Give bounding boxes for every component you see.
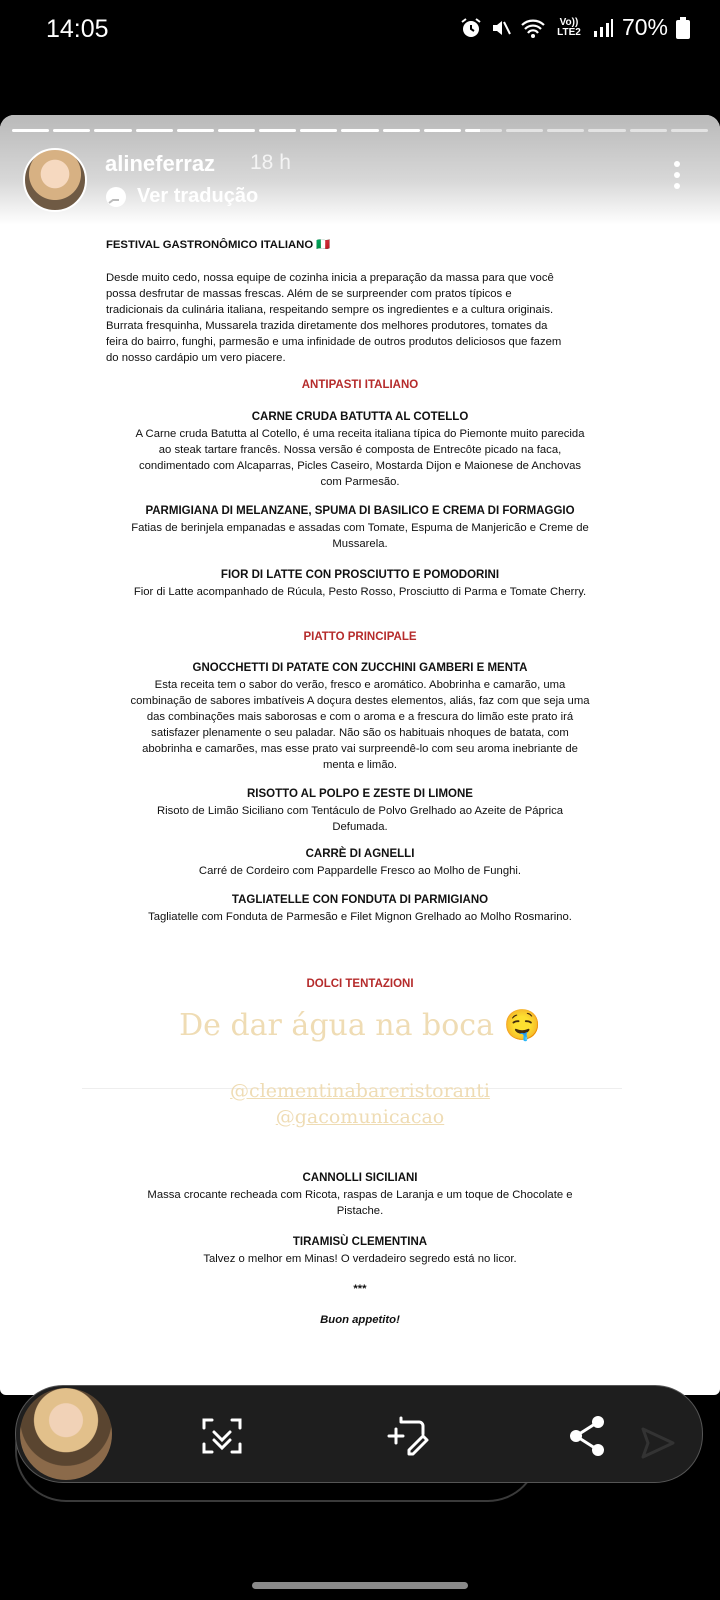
dish-desc-line: menta e limão.: [322, 759, 398, 771]
progress-segment: [12, 129, 49, 132]
dish-item: [100, 846, 620, 879]
progress-segment: [94, 129, 131, 132]
status-time: 14:05: [46, 15, 109, 43]
dish-desc-line: ao steak tartare francês. Nossa versão é composta de Entrecôte picado na faca,: [158, 444, 562, 456]
share-icon[interactable]: [564, 1412, 612, 1460]
closing-text: Buon appetito!: [320, 1314, 400, 1326]
progress-segment: [136, 129, 173, 132]
dish-item: [100, 892, 620, 925]
intro-line: Desde muito cedo, nossa equipe de cozinha inicia a preparação da massa para que você: [106, 272, 554, 284]
dish-desc-line: combinação de sabores imbatíveis A doçura destes elementos, aliás, faz com que seja uma: [130, 695, 590, 707]
edit-add-icon[interactable]: [383, 1412, 431, 1460]
dish-desc-line: Fatias de berinjela empanadas e assadas com Tomate, Espuma de Manjericão e Creme de: [131, 522, 589, 534]
progress-segment: [218, 129, 255, 132]
section-antipasti: ANTIPASTI ITALIANO: [301, 379, 419, 391]
progress-segment: [53, 129, 90, 132]
dish-desc-line: abobrinha e camarões, mas esse prato vai surpreendê-lo com seu aroma inebriante de: [142, 743, 578, 755]
dish-item: [100, 1170, 620, 1219]
intro-line: tradicionais da culinária italiana, respeitando sempre os ingredientes e a cultura originais.: [106, 304, 554, 316]
story-card[interactable]: [0, 115, 720, 1395]
dish-item: [100, 786, 620, 835]
section-dolci: DOLCI TENTAZIONI: [306, 978, 414, 990]
story-progress-bar: [12, 129, 708, 132]
wifi-icon: [520, 17, 546, 39]
menu-title: FESTIVAL GASTRONÔMICO ITALIANO 🇮🇹: [106, 239, 331, 251]
progress-segment: [341, 129, 378, 132]
status-icons: [460, 14, 690, 41]
dish-item: [100, 567, 620, 600]
send-icon[interactable]: [640, 1425, 676, 1461]
progress-segment: [506, 129, 543, 132]
translate-button[interactable]: [105, 185, 258, 208]
progress-segment: [671, 129, 708, 132]
progress-segment: [547, 129, 584, 132]
dish-item: [100, 660, 620, 773]
dish-desc-line: Risoto de Limão Siciliano com Tentáculo de Polvo Grelhado ao Azeite de Páprica: [156, 805, 564, 817]
more-options-icon[interactable]: [674, 161, 682, 194]
progress-segment: [465, 129, 502, 132]
battery-percent: 70%: [621, 14, 668, 40]
section-piatto-principale: PIATTO PRINCIPALE: [303, 631, 417, 643]
battery-icon: [676, 17, 690, 39]
intro-line: feira do bairro, funghi, parmesão e uma infinidade de outros produtos deliciosos que fazem: [106, 336, 562, 348]
home-indicator[interactable]: [252, 1582, 468, 1589]
story-username[interactable]: alineferraz: [105, 151, 216, 176]
signal-icon: [592, 18, 614, 38]
dish-name: CARNE CRUDA BATUTTA AL COTELLO: [251, 411, 469, 423]
progress-segment: [177, 129, 214, 132]
dish-name: FIOR DI LATTE CON PROSCIUTTO E POMODORINI: [220, 569, 500, 581]
story-caption-sticker[interactable]: De dar água na boca 🤤: [179, 1008, 541, 1043]
progress-segment: [259, 129, 296, 132]
dish-desc-line: Defumada.: [332, 821, 388, 833]
dish-name: TAGLIATELLE CON FONDUTA DI PARMIGIANO: [231, 894, 489, 906]
intro-line: Burrata fresquinha, Mussarela trazida diretamente dos melhores produtores, tomates da: [106, 320, 548, 332]
dish-desc-line: Carré de Cordeiro com Pappardelle Fresco ao Molho de Funghi.: [198, 865, 522, 877]
mention-sticker[interactable]: @gacomunicacao: [275, 1106, 445, 1128]
dish-desc-line: condimentado com Alcaparras, Picles Caseiro, Mostarda Dijon e Maionese de Anchovas: [138, 460, 582, 472]
dish-desc-line: das combinações mais saborosas e com o aroma e a frescura do limão este prato irá: [146, 711, 574, 723]
progress-segment: [588, 129, 625, 132]
scan-icon[interactable]: [198, 1412, 246, 1460]
dish-desc-line: Mussarela.: [332, 538, 388, 550]
dish-desc-line: Tagliatelle com Fonduta de Parmesão e Filet Mignon Grelhado ao Molho Rosmarino.: [148, 911, 572, 923]
dish-name: CANNOLLI SICILIANI: [302, 1172, 418, 1184]
dish-name: GNOCCHETTI DI PATATE CON ZUCCHINI GAMBERI E MENTA: [192, 662, 528, 674]
progress-segment: [300, 129, 337, 132]
dish-desc-line: Talvez o melhor em Minas! O verdadeiro segredo está no licor.: [203, 1253, 517, 1265]
user-avatar[interactable]: [23, 148, 87, 212]
mention-sticker[interactable]: @clementinabareristoranti: [230, 1080, 490, 1102]
progress-segment: [424, 129, 461, 132]
dish-name: RISOTTO AL POLPO E ZESTE DI LIMONE: [247, 788, 473, 800]
dish-item: [100, 409, 620, 490]
intro-line: possa desfrutar de massas frescas. Além de se surpreender com pratos típicos e: [106, 288, 512, 300]
dish-name: PARMIGIANA DI MELANZANE, SPUMA DI BASILICO E CREMA DI FORMAGGIO: [145, 505, 575, 517]
intro-line: do nosso cardápio um vero piacere.: [106, 352, 286, 364]
alarm-icon: [460, 17, 482, 39]
status-bar: [0, 0, 720, 60]
mute-icon: [490, 17, 512, 39]
dish-desc-line: com Parmesão.: [320, 476, 400, 488]
dish-desc-line: Pistache.: [336, 1205, 384, 1217]
network-type: Vo)) LTE2: [557, 16, 581, 38]
dish-desc-line: Esta receita tem o sabor do verão, fresco e aromático. Abobrinha e camarão, uma: [154, 679, 566, 691]
separator: ***: [353, 1283, 367, 1295]
dish-item: [100, 1234, 620, 1267]
translate-icon: [105, 186, 127, 208]
dish-desc-line: satisfazer plenamente o seu paladar. Não são os habituais nhoques de batata, com: [151, 727, 569, 739]
menu-intro: [106, 270, 604, 366]
progress-segment: [630, 129, 667, 132]
translate-label: Ver tradução: [137, 185, 259, 207]
dish-desc-line: Massa crocante recheada com Ricota, raspas de Laranja e um toque de Chocolate e: [147, 1189, 573, 1201]
dish-desc-line: Fior di Latte acompanhado de Rúcula, Pesto Rosso, Prosciutto di Parma e Tomate Cherry.: [133, 586, 587, 598]
story-time-ago: 18 h: [250, 151, 291, 174]
dish-desc-line: A Carne cruda Batutta al Cotello, é uma receita italiana típica do Piemonte muito parecida: [135, 428, 585, 440]
dish-item: [100, 503, 620, 552]
bottom-avatar[interactable]: [20, 1388, 112, 1480]
dish-name: TIRAMISÙ CLEMENTINA: [292, 1236, 428, 1248]
dish-name: CARRÈ DI AGNELLI: [305, 848, 415, 860]
progress-segment: [383, 129, 420, 132]
